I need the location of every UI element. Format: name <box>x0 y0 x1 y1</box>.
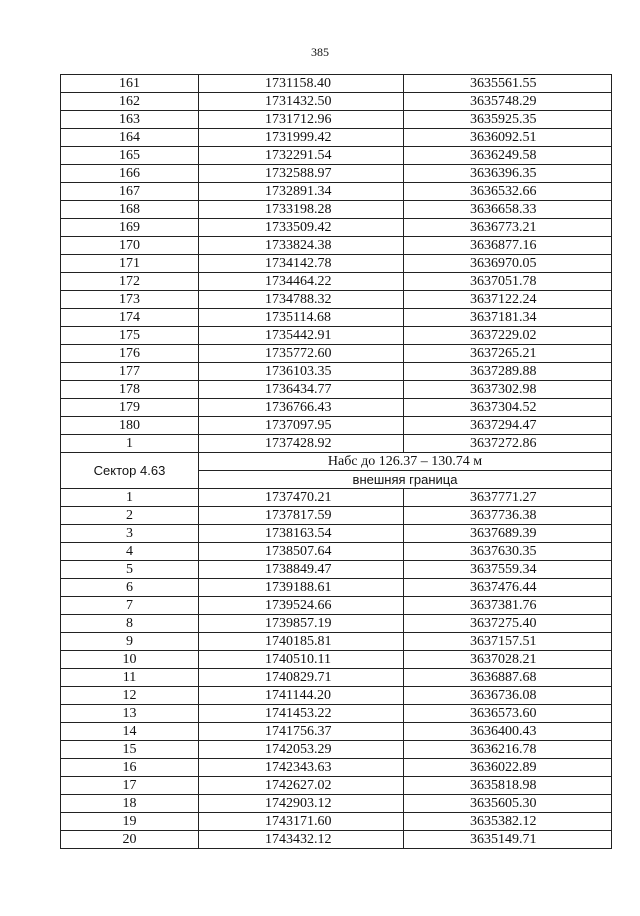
coordinate-y: 3637736.38 <box>404 507 612 525</box>
coordinate-x: 1740185.81 <box>199 633 404 651</box>
point-number: 14 <box>61 723 199 741</box>
coordinate-y: 3637294.47 <box>404 417 612 435</box>
point-number: 1 <box>61 489 199 507</box>
point-number: 171 <box>61 255 199 273</box>
coordinate-x: 1740510.11 <box>199 651 404 669</box>
coordinate-y: 3637476.44 <box>404 579 612 597</box>
sector-header <box>61 453 612 489</box>
coordinate-y: 3636396.35 <box>404 165 612 183</box>
table-row <box>61 417 612 435</box>
table-row <box>61 273 612 291</box>
coordinate-x: 1733824.38 <box>199 237 404 255</box>
point-number: 177 <box>61 363 199 381</box>
coordinate-x: 1743171.60 <box>199 813 404 831</box>
coordinate-y: 3637689.39 <box>404 525 612 543</box>
table-row <box>61 687 612 705</box>
table-row <box>61 507 612 525</box>
sector-label: Сектор 4.63 <box>61 453 199 489</box>
coordinate-x: 1739524.66 <box>199 597 404 615</box>
table-row <box>61 741 612 759</box>
point-number: 6 <box>61 579 199 597</box>
coordinate-x: 1734464.22 <box>199 273 404 291</box>
point-number: 13 <box>61 705 199 723</box>
coordinate-x: 1739857.19 <box>199 615 404 633</box>
coordinate-x: 1731999.42 <box>199 129 404 147</box>
coordinate-x: 1741756.37 <box>199 723 404 741</box>
coordinate-y: 3637275.40 <box>404 615 612 633</box>
table-row <box>61 255 612 273</box>
coordinate-y: 3637051.78 <box>404 273 612 291</box>
boundary-label: внешняя граница <box>199 471 612 489</box>
point-number: 167 <box>61 183 199 201</box>
coordinate-y: 3635382.12 <box>404 813 612 831</box>
coordinate-x: 1736434.77 <box>199 381 404 399</box>
coordinate-y: 3636092.51 <box>404 129 612 147</box>
table-row <box>61 777 612 795</box>
sector-header-row <box>61 453 612 471</box>
point-number: 8 <box>61 615 199 633</box>
point-number: 176 <box>61 345 199 363</box>
point-number: 16 <box>61 759 199 777</box>
coordinate-y: 3636970.05 <box>404 255 612 273</box>
coordinate-y: 3636532.66 <box>404 183 612 201</box>
table-row <box>61 561 612 579</box>
point-number: 4 <box>61 543 199 561</box>
point-number: 5 <box>61 561 199 579</box>
table-row <box>61 597 612 615</box>
coordinates-table-top <box>61 75 612 453</box>
coordinate-x: 1733198.28 <box>199 201 404 219</box>
table-row <box>61 345 612 363</box>
point-number: 168 <box>61 201 199 219</box>
table-row <box>61 381 612 399</box>
coordinate-y: 3636022.89 <box>404 759 612 777</box>
coordinate-x: 1738849.47 <box>199 561 404 579</box>
coordinate-y: 3635605.30 <box>404 795 612 813</box>
table-row <box>61 129 612 147</box>
point-number: 1 <box>61 435 199 453</box>
coordinate-y: 3636249.58 <box>404 147 612 165</box>
coordinate-x: 1737470.21 <box>199 489 404 507</box>
coordinate-y: 3636216.78 <box>404 741 612 759</box>
point-number: 180 <box>61 417 199 435</box>
point-number: 20 <box>61 831 199 849</box>
table-row <box>61 219 612 237</box>
table-row <box>61 327 612 345</box>
table-row <box>61 813 612 831</box>
point-number: 170 <box>61 237 199 255</box>
coordinate-x: 1742053.29 <box>199 741 404 759</box>
coordinate-x: 1739188.61 <box>199 579 404 597</box>
coordinate-y: 3636877.16 <box>404 237 612 255</box>
coordinate-y: 3636573.60 <box>404 705 612 723</box>
coordinate-y: 3636887.68 <box>404 669 612 687</box>
coordinate-x: 1737097.95 <box>199 417 404 435</box>
table-row <box>61 201 612 219</box>
coordinate-x: 1737817.59 <box>199 507 404 525</box>
table-row <box>61 831 612 849</box>
point-number: 173 <box>61 291 199 309</box>
coordinate-x: 1732588.97 <box>199 165 404 183</box>
coordinate-x: 1741453.22 <box>199 705 404 723</box>
table-row <box>61 651 612 669</box>
coordinate-y: 3637381.76 <box>404 597 612 615</box>
table-row <box>61 525 612 543</box>
table-row <box>61 615 612 633</box>
coordinate-x: 1732291.54 <box>199 147 404 165</box>
coordinate-x: 1743432.12 <box>199 831 404 849</box>
coordinate-y: 3637289.88 <box>404 363 612 381</box>
coordinate-y: 3637028.21 <box>404 651 612 669</box>
point-number: 18 <box>61 795 199 813</box>
coordinate-x: 1733509.42 <box>199 219 404 237</box>
table-row <box>61 543 612 561</box>
table-row <box>61 489 612 507</box>
point-number: 17 <box>61 777 199 795</box>
point-number: 165 <box>61 147 199 165</box>
table-row <box>61 705 612 723</box>
coordinate-x: 1737428.92 <box>199 435 404 453</box>
table-row <box>61 669 612 687</box>
coordinate-x: 1732891.34 <box>199 183 404 201</box>
coordinate-y: 3637157.51 <box>404 633 612 651</box>
coordinate-x: 1738507.64 <box>199 543 404 561</box>
coordinate-x: 1731158.40 <box>199 75 404 93</box>
coordinate-y: 3635149.71 <box>404 831 612 849</box>
point-number: 9 <box>61 633 199 651</box>
table-row <box>61 579 612 597</box>
coordinate-x: 1735114.68 <box>199 309 404 327</box>
table-row <box>61 93 612 111</box>
point-number: 15 <box>61 741 199 759</box>
table-row <box>61 759 612 777</box>
coordinate-y: 3637272.86 <box>404 435 612 453</box>
coordinate-x: 1731432.50 <box>199 93 404 111</box>
point-number: 172 <box>61 273 199 291</box>
coordinate-x: 1742627.02 <box>199 777 404 795</box>
coordinate-x: 1742903.12 <box>199 795 404 813</box>
coordinate-y: 3635748.29 <box>404 93 612 111</box>
coordinates-table <box>60 74 612 849</box>
table-row <box>61 363 612 381</box>
table-row <box>61 723 612 741</box>
table-row <box>61 291 612 309</box>
coordinate-y: 3637122.24 <box>404 291 612 309</box>
point-number: 174 <box>61 309 199 327</box>
table-row <box>61 633 612 651</box>
table-row <box>61 399 612 417</box>
table-row <box>61 435 612 453</box>
coordinate-y: 3637630.35 <box>404 543 612 561</box>
table-row <box>61 111 612 129</box>
point-number: 163 <box>61 111 199 129</box>
table-row <box>61 183 612 201</box>
coordinate-y: 3637304.52 <box>404 399 612 417</box>
point-number: 175 <box>61 327 199 345</box>
table-row <box>61 309 612 327</box>
table-row <box>61 795 612 813</box>
coordinate-x: 1734788.32 <box>199 291 404 309</box>
page-number: 385 <box>311 45 329 59</box>
coordinate-x: 1738163.54 <box>199 525 404 543</box>
coordinate-x: 1736766.43 <box>199 399 404 417</box>
table-row <box>61 165 612 183</box>
coordinate-y: 3635561.55 <box>404 75 612 93</box>
table-row <box>61 237 612 255</box>
coordinate-x: 1731712.96 <box>199 111 404 129</box>
point-number: 10 <box>61 651 199 669</box>
coordinate-y: 3637181.34 <box>404 309 612 327</box>
point-number: 3 <box>61 525 199 543</box>
coordinate-y: 3637302.98 <box>404 381 612 399</box>
coordinate-x: 1734142.78 <box>199 255 404 273</box>
coordinate-y: 3637265.21 <box>404 345 612 363</box>
coordinate-y: 3636773.21 <box>404 219 612 237</box>
coordinate-y: 3636400.43 <box>404 723 612 741</box>
coordinate-x: 1736103.35 <box>199 363 404 381</box>
coordinates-table-bottom <box>61 489 612 849</box>
height-range: Набс до 126.37 – 130.74 м <box>199 453 612 471</box>
coordinate-y: 3637771.27 <box>404 489 612 507</box>
point-number: 164 <box>61 129 199 147</box>
coordinate-x: 1740829.71 <box>199 669 404 687</box>
coordinate-y: 3635818.98 <box>404 777 612 795</box>
point-number: 19 <box>61 813 199 831</box>
coordinate-x: 1741144.20 <box>199 687 404 705</box>
coordinate-y: 3636658.33 <box>404 201 612 219</box>
coordinate-x: 1742343.63 <box>199 759 404 777</box>
point-number: 11 <box>61 669 199 687</box>
point-number: 161 <box>61 75 199 93</box>
table-row <box>61 75 612 93</box>
point-number: 12 <box>61 687 199 705</box>
coordinate-y: 3637559.34 <box>404 561 612 579</box>
coordinate-y: 3635925.35 <box>404 111 612 129</box>
point-number: 2 <box>61 507 199 525</box>
point-number: 7 <box>61 597 199 615</box>
coordinate-x: 1735442.91 <box>199 327 404 345</box>
coordinate-y: 3636736.08 <box>404 687 612 705</box>
table-row <box>61 147 612 165</box>
point-number: 178 <box>61 381 199 399</box>
point-number: 162 <box>61 93 199 111</box>
coordinate-y: 3637229.02 <box>404 327 612 345</box>
coordinate-x: 1735772.60 <box>199 345 404 363</box>
point-number: 179 <box>61 399 199 417</box>
point-number: 169 <box>61 219 199 237</box>
point-number: 166 <box>61 165 199 183</box>
